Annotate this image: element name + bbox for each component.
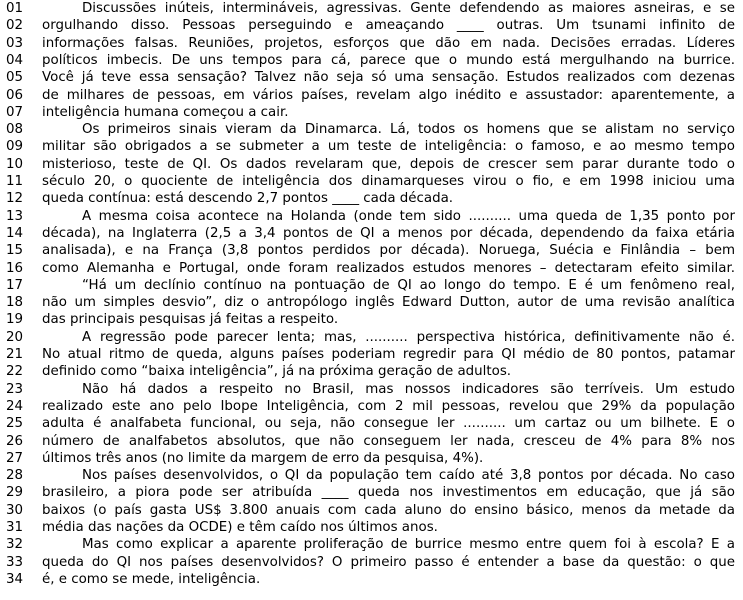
- text-line: [0, 242, 743, 259]
- text-line: [0, 294, 743, 311]
- line-number: 32: [6, 537, 24, 553]
- line-number: 12: [6, 191, 24, 207]
- line-number: 16: [6, 260, 24, 276]
- line-number: 30: [6, 502, 24, 518]
- line-text: misterioso, teste de QI. Os dados revelaram que, depois de crescer sem parar durante todo o: [42, 156, 735, 172]
- text-line: [0, 156, 743, 173]
- line-text: não um simples desvio”, diz o antropólogo inglês Edward Dutton, autor de uma revisão analítica: [42, 295, 735, 311]
- line-text: inteligência humana começou a cair.: [42, 104, 289, 120]
- line-number: 29: [6, 485, 24, 501]
- text-line: [0, 433, 743, 450]
- text-line: [0, 450, 743, 467]
- text-line: [0, 260, 743, 277]
- line-text: analisada), e na França (3,8 pontos perdidos por década). Noruega, Suécia e Finlândia – bem: [42, 243, 735, 259]
- text-line: [0, 17, 743, 34]
- line-text: média das nações da OCDE) e têm caído nos últimos anos.: [42, 520, 438, 535]
- line-text: “Há um declínio contínuo na pontuação de QI ao longo do tempo. E é um fenômeno real,: [82, 277, 735, 293]
- line-text: últimos três anos (no limite da margem de erro da pesquisa, 4%).: [42, 450, 484, 466]
- line-text: baixos (o país gasta US$ 3.800 anuais com cada aluno do ensino básico, menos da metade da: [42, 502, 735, 518]
- line-number: 09: [6, 139, 24, 155]
- line-number: 24: [6, 398, 24, 414]
- line-number: 27: [6, 450, 24, 466]
- line-text: de milhares de pessoas, em vários países, revelam algo inédito e assustador: aparentemente, a: [42, 87, 735, 103]
- line-text: informações falsas. Reuniões, projetos, esforços que dão em nada. Decisões erradas. Líderes: [42, 35, 735, 51]
- line-number: 15: [6, 243, 24, 259]
- text-line: [0, 173, 743, 190]
- line-text: definido como “baixa inteligência”, já na próxima geração de adultos.: [42, 364, 512, 380]
- text-line: [0, 519, 743, 536]
- line-number: 04: [6, 52, 24, 68]
- line-text: militar são obrigados a se submeter a um teste de inteligência: o famoso, e ao mesmo tempo: [42, 139, 735, 155]
- line-text: adulta é analfabeta funcional, ou seja, não consegue ler .......... um cartaz ou um bilhete. E o: [42, 416, 735, 432]
- text-line: [0, 311, 743, 328]
- text-line: [0, 329, 743, 346]
- line-number: 13: [6, 208, 24, 224]
- text-line: [0, 277, 743, 294]
- line-text: realizado este ano pelo Ibope Inteligência, com 2 mil pessoas, revelou que 29% da população: [42, 398, 735, 414]
- text-line: [0, 69, 743, 86]
- line-text: A regressão pode parecer lenta; mas, .......... perspectiva histórica, definitivamente não é.: [82, 329, 735, 345]
- line-number: 31: [6, 520, 24, 535]
- text-line: [0, 415, 743, 432]
- line-number: 17: [6, 277, 24, 293]
- text-line: [0, 121, 743, 138]
- line-number: 07: [6, 104, 24, 120]
- line-number: 28: [6, 468, 24, 484]
- line-number: 26: [6, 433, 24, 449]
- line-number: 33: [6, 554, 24, 570]
- line-number: 05: [6, 70, 24, 86]
- text-line: [0, 346, 743, 363]
- line-text: Mas como explicar a aparente proliferação de burrice mesmo entre quem foi à escola? E a: [82, 537, 735, 553]
- line-number: 03: [6, 35, 24, 51]
- text-line: [0, 571, 743, 588]
- line-text: políticos imbecis. De uns tempos para cá, parece que o mundo está mergulhando na burrice.: [42, 52, 735, 68]
- text-line: [0, 52, 743, 69]
- text-line: [0, 381, 743, 398]
- text-line: [0, 0, 743, 17]
- text-line: [0, 35, 743, 52]
- line-number: 08: [6, 122, 24, 138]
- line-text: orgulhando disso. Pessoas perseguindo e ameaçando ____ outras. Um tsunami infinito de: [42, 18, 735, 34]
- text-line: [0, 467, 743, 484]
- line-number: 22: [6, 364, 24, 380]
- text-line: [0, 208, 743, 225]
- text-line: [0, 87, 743, 104]
- line-text: Discussões inúteis, intermináveis, agressivas. Gente defendendo as maiores asneiras, e se: [82, 1, 735, 16]
- line-number: 06: [6, 87, 24, 103]
- line-number: 10: [6, 156, 24, 172]
- line-text: No atual ritmo de queda, alguns países poderiam regredir para QI médio de 80 pontos, patamar: [42, 347, 735, 362]
- line-number: 11: [6, 174, 24, 189]
- text-line: [0, 363, 743, 380]
- line-text: Não há dados a respeito no Brasil, mas nossos indicadores são terríveis. Um estudo: [82, 381, 735, 397]
- line-text: brasileiro, a piora pode ser atribuída ____ queda nos investimentos em educação, que já são: [42, 485, 735, 501]
- line-number: 18: [6, 295, 24, 311]
- line-text: Você já teve essa sensação? Talvez não seja só uma sensação. Estudos realizados com dezenas: [42, 70, 735, 86]
- line-number: 25: [6, 416, 24, 432]
- line-text: das principais pesquisas já feitas a respeito.: [42, 312, 339, 328]
- text-line: [0, 536, 743, 553]
- text-line: [0, 104, 743, 121]
- text-line: [0, 554, 743, 571]
- line-number: 21: [6, 347, 24, 362]
- line-text: década), na Inglaterra (2,5 a 3,4 pontos de QI a menos por década, dependendo da faixa etária: [42, 225, 735, 241]
- line-text: queda contínua: está descendo 2,7 pontos ____ cada década.: [42, 191, 454, 207]
- line-text: como Alemanha e Portugal, onde foram realizados estudos menores – detectaram efeito similar.: [42, 260, 735, 276]
- text-line: [0, 138, 743, 155]
- line-number: 01: [6, 1, 24, 16]
- line-text: é, e como se mede, inteligência.: [42, 571, 261, 587]
- line-text: Nos países desenvolvidos, o QI da população tem caído até 3,8 pontos por década. No caso: [82, 468, 735, 484]
- line-number: 02: [6, 18, 24, 34]
- line-text: Os primeiros sinais vieram da Dinamarca. Lá, todos os homens que se alistam no serviço: [82, 122, 735, 138]
- line-number: 19: [6, 312, 24, 328]
- line-text: século 20, o quociente de inteligência dos dinamarqueses virou o fio, e em 1998 iniciou uma: [42, 174, 735, 189]
- line-number: 23: [6, 381, 24, 397]
- text-line: [0, 484, 743, 501]
- text-line: [0, 225, 743, 242]
- text-line: [0, 190, 743, 207]
- line-text: queda do QI nos países desenvolvidos? O primeiro passo é entender a base da questão: o que: [42, 554, 735, 570]
- text-line: [0, 398, 743, 415]
- text-line: [0, 502, 743, 519]
- line-number: 20: [6, 329, 24, 345]
- line-text: A mesma coisa acontece na Holanda (onde tem sido .......... uma queda de 1,35 ponto por: [82, 208, 735, 224]
- line-number: 14: [6, 225, 24, 241]
- line-number: 34: [6, 571, 24, 587]
- line-text: número de analfabetos absolutos, que não conseguem ler nada, cresceu de 4% para 8% nos: [42, 433, 735, 449]
